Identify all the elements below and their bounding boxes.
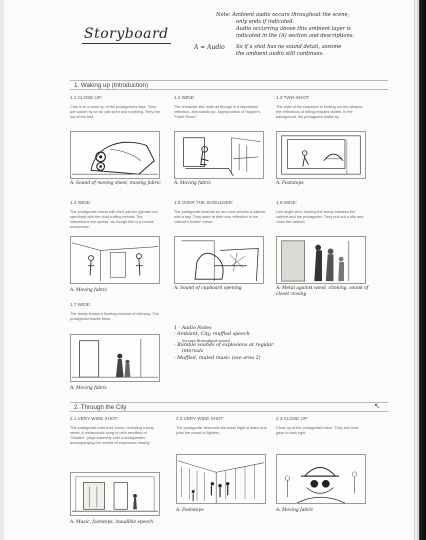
shot-label: 2.2 VERY WIDE SHOT: <box>176 416 225 421</box>
shot-description: The protagonist meets with their partner (gender not specified) with the child trailing behind. The interactions are sparse, as though this is a routine occurrence. <box>70 210 158 229</box>
audio-caption: A: Metal against wood, clinking, sound of closet closing <box>276 286 369 297</box>
audio-legend: A = Audio <box>194 44 225 51</box>
audio-note: - Ambient, City, muffled speech <box>174 332 250 338</box>
shot-label: 1.4 WIDE: <box>70 200 91 205</box>
shot-description: The character sits, wide as though in a depressed reflection, and stands up. Appropriation of Hopper's "Hotel Room" <box>174 105 261 119</box>
audio-note: intervals <box>182 349 204 355</box>
audio-caption: A: Moving fabric <box>70 288 108 293</box>
shot-label: 1.2 WIDE: <box>174 95 195 100</box>
sketch-face-helmet <box>277 455 365 503</box>
shot-label: 1.3 TWO-SHOT: <box>276 95 310 100</box>
note-line: the ambient audio still continues. <box>236 51 325 57</box>
shot-frame <box>70 131 160 179</box>
audio-caption: A: Music, footsteps, inaudible speech <box>70 520 154 525</box>
audio-caption: A: Moving fabric <box>276 508 314 513</box>
shot-2-3 <box>276 416 368 536</box>
shot-1-4 <box>70 200 162 300</box>
note-line: Note: Ambient audio occurs throughout the scene, <box>216 12 350 18</box>
sketch-family-intimacy <box>71 335 159 381</box>
shot-1-2 <box>174 95 266 195</box>
audio-caption: A: Sound of moving sheet, moving fabric <box>70 181 161 186</box>
shot-1-1 <box>70 95 162 195</box>
shot-label: 1.6 WIDE: <box>276 200 297 205</box>
sketch-crowd-stairs <box>177 455 265 503</box>
shot-description: The protagonist exits their home, revealing a busy street. A melancholic song in cello rendition of "Mawtini" plays solemnly over a loudspeaker, accompanying the rumble of explosions nearby. <box>70 426 154 445</box>
section-title: 1. Waking up (Introduction) <box>74 82 149 89</box>
sketch-partner-meeting <box>71 237 159 283</box>
audio-note: - Muffled, muted music (see area 2) <box>174 355 261 361</box>
audio-caption: A: Moving fabric <box>70 386 108 391</box>
shot-frame <box>276 131 366 179</box>
section-title: 2. Through the City <box>74 404 127 411</box>
shot-description: The family shares a fleeting moment of intimacy. The protagonist leaves them. <box>70 312 159 321</box>
note-line: Audio occurring above this ambient layer is <box>236 26 351 32</box>
shot-1-5 <box>174 200 266 300</box>
shot-1-6 <box>276 200 368 300</box>
audio-caption: A: Footsteps <box>176 508 204 513</box>
shot-description: Cuts in to a close up of the protagonist's face. They are woken by an air raid siren and rumbling. They rise out of the bed. <box>70 105 161 119</box>
shot-label: 2.3 CLOSE UP: <box>276 416 309 421</box>
audio-note: - Rumble sounds of explosions at regular <box>174 343 274 349</box>
storyboard-page <box>4 0 414 540</box>
shot-description: The child of the character is looking out the window, the reflections of falling missiles visible. In the background, the protagonist walks by. <box>276 105 363 119</box>
audio-notes-block <box>174 326 294 362</box>
note-line: So if a shot has no sound detail, assume <box>236 44 342 50</box>
sketch-cabinet-mirror <box>175 237 263 283</box>
sketch-face-close-up <box>71 132 159 178</box>
shot-frame <box>70 334 160 382</box>
shot-frame <box>276 236 366 284</box>
sketch-low-angle-family <box>277 237 365 283</box>
shot-2-2 <box>176 416 268 536</box>
shot-label: 1.5 OVER THE SHOULDER: <box>174 200 234 205</box>
audio-notes-heading: 1 - Audio Notes <box>174 326 212 331</box>
sketch-busy-street <box>71 473 159 515</box>
binder-edge <box>416 0 426 540</box>
section-heading-2 <box>70 402 388 412</box>
audio-caption: A: Sound of cupboard opening <box>174 286 242 291</box>
note-line: only ends if indicated. <box>236 19 295 25</box>
shot-1-7 <box>70 302 162 397</box>
note-line: indicated in the (A) section and descriptions. <box>236 33 355 39</box>
shot-frame <box>70 472 160 516</box>
sketch-hotel-room <box>175 132 263 178</box>
audio-notes-header <box>216 12 412 58</box>
arrow-mark-icon: ↖ <box>374 403 380 410</box>
shot-label: 1.1 CLOSE UP: <box>70 95 103 100</box>
shot-1-3 <box>276 95 368 195</box>
audio-caption: A: Footsteps <box>276 181 304 186</box>
page-title: Storyboard <box>84 26 169 42</box>
sketch-window-two-shot <box>277 132 365 178</box>
shot-frame <box>174 131 264 179</box>
shot-description: The protagonist descends the small flight of stairs and joins the crowd of fighters. <box>176 426 267 435</box>
shot-description: Low angle shot, framing the family between the cabinet and the protagonist. They pull out a rifle and close the cabinet. <box>276 210 364 224</box>
section-heading-1 <box>70 80 388 90</box>
shot-description: The protagonist extends an arm and unlocks a cabinet with a key. They stare at their own reflection in the cabinet's broken mirror. <box>174 210 266 224</box>
shot-label: 2.1 VERY WIDE SHOT: <box>70 416 119 421</box>
shot-frame <box>174 236 264 284</box>
shot-frame <box>70 236 160 284</box>
shot-frame <box>176 454 266 504</box>
shot-2-1 <box>70 416 162 536</box>
shot-label: 1.7 WIDE: <box>70 302 91 307</box>
audio-note: (occurs throughout scene) <box>182 338 231 343</box>
shot-frame <box>276 454 366 504</box>
audio-caption: A: Moving fabric <box>174 181 212 186</box>
shot-description: Close up of the protagonist's face. They turn their gaze to their right. <box>276 426 359 435</box>
